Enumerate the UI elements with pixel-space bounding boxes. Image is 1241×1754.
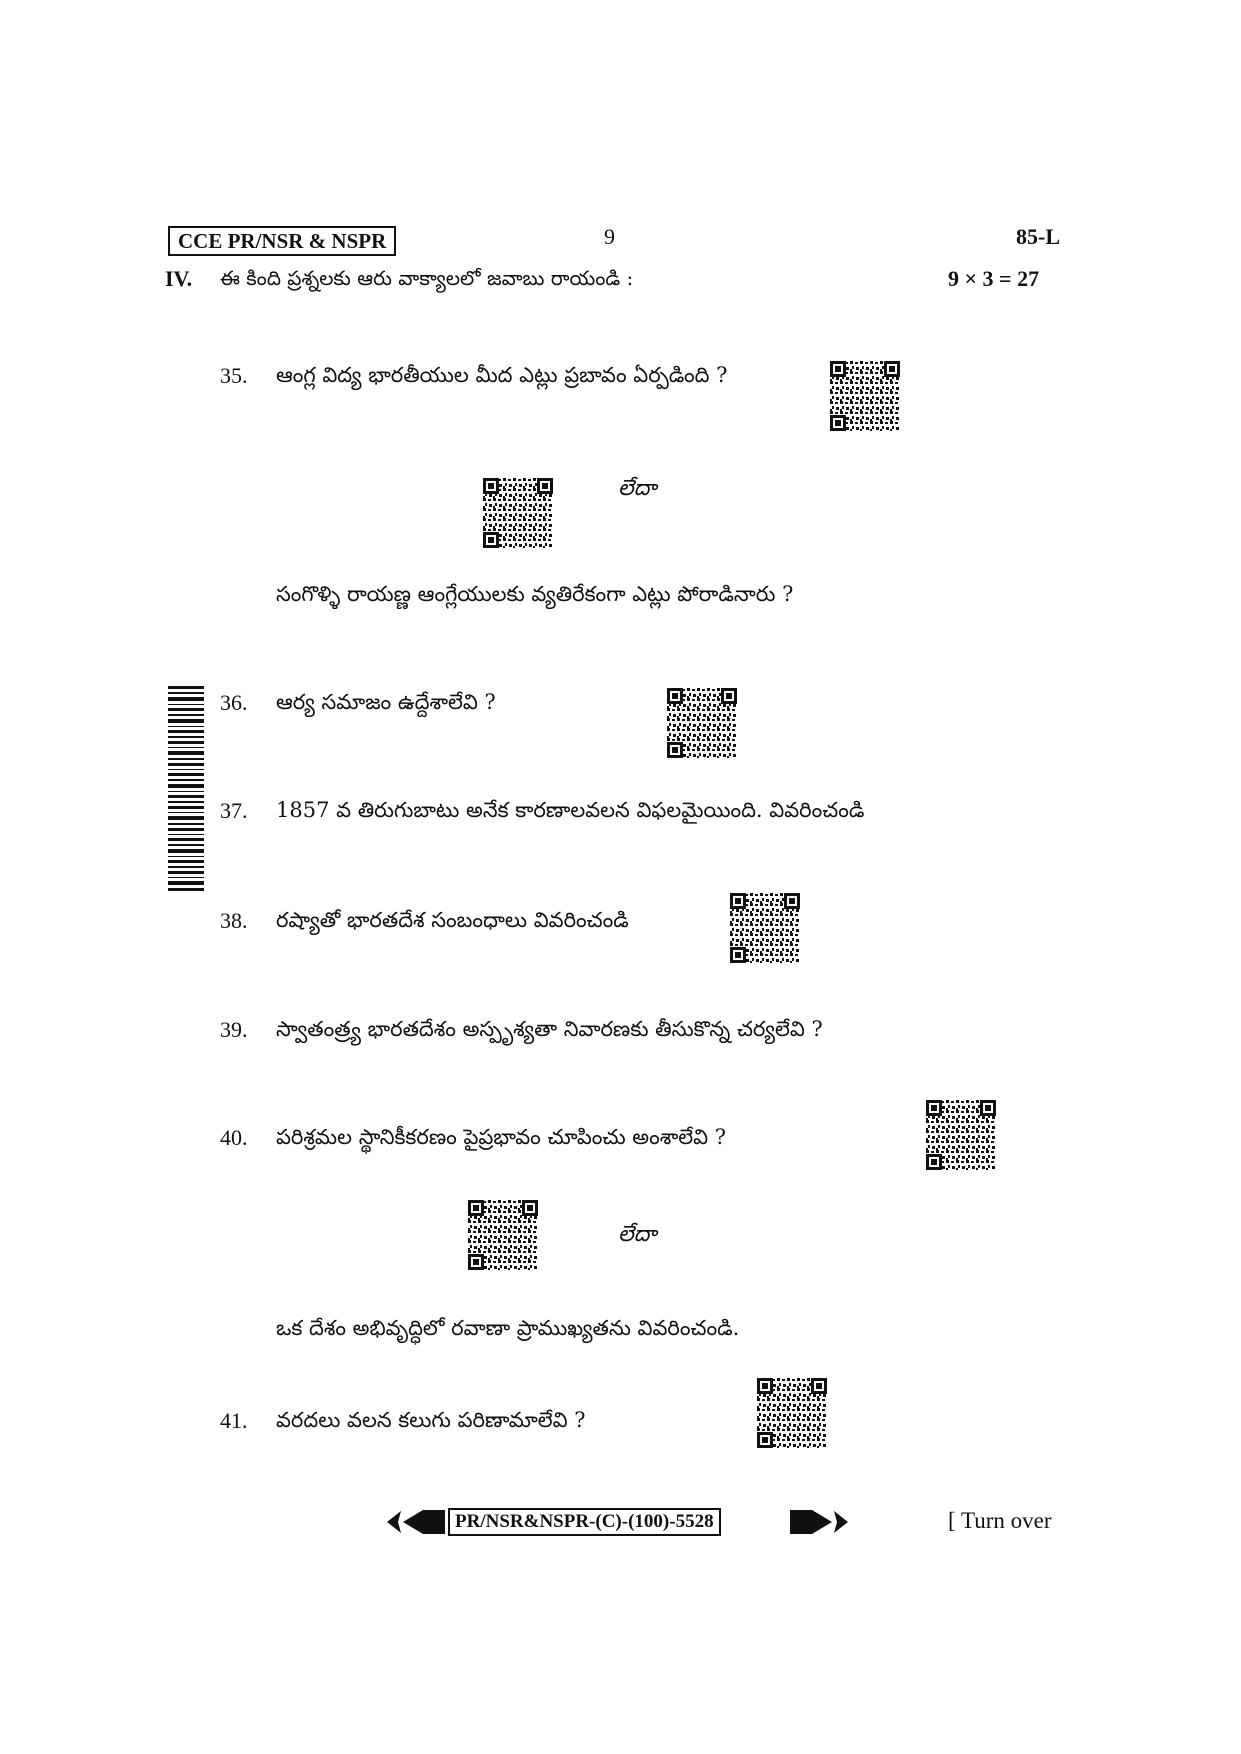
section-instruction: ఈ కింది ప్రశ్నలకు ఆరు వాక్యాలలో జవాబు రాయండి : (220, 266, 634, 290)
question-number: 40. (220, 1125, 248, 1150)
question-number: 41. (220, 1408, 248, 1433)
right-arrow-icon (790, 1508, 850, 1536)
barcode-icon (168, 686, 204, 891)
question-text: 1857 వ తిరుగుబాటు అనేక కారణాలవలన విఫలమైయింది. వివరించండి (276, 798, 865, 822)
qr-code-icon (926, 1100, 996, 1170)
question-text: పరిశ్రమల స్థానికీకరణం పైప్రభావం చూపించు అంశాలేవి ? (276, 1125, 727, 1149)
question-number: 36. (220, 690, 248, 715)
footer-code: PR/NSR&NSPR-(C)-(100)-5528 (448, 1508, 721, 1536)
page-number: 9 (604, 224, 615, 249)
qr-code-icon (757, 1378, 827, 1448)
qr-code-icon (667, 688, 737, 758)
qr-code-icon (468, 1200, 538, 1270)
question-text: సంగొళ్ళి రాయణ్ణ ఆంగ్లేయులకు వ్యతిరేకంగా ఎట్లు పోరాడినారు ? (276, 582, 794, 606)
question-text: ఆర్య సమాజం ఉద్దేశాలేవి ? (276, 690, 496, 714)
question-text: రష్యాతో భారతదేశ సంబంధాలు వివరించండి (276, 908, 629, 932)
question-number: 38. (220, 908, 248, 933)
or-label: లేదా (618, 476, 657, 501)
paper-code: 85-L (1016, 224, 1060, 249)
question-number: 37. (220, 798, 248, 823)
question-text: ఒక దేశం అభివృద్ధిలో రవాణా ప్రాముఖ్యతను వివరించండి. (276, 1316, 740, 1340)
section-marks: 9 × 3 = 27 (948, 266, 1040, 291)
qr-code-icon (830, 361, 900, 431)
turn-over: [ Turn over (948, 1508, 1052, 1533)
qr-code-icon (483, 478, 553, 548)
or-label: లేదా (618, 1222, 657, 1247)
question-text: స్వాతంత్ర్య భారతదేశం అస్పృశ్యతా నివారణకు తీసుకొన్న చర్యలేవి ? (276, 1017, 823, 1041)
question-number: 39. (220, 1017, 248, 1042)
question-text: ఆంగ్ల విద్య భారతీయుల మీద ఎట్లు ప్రబావం ఏర్పడింది ? (276, 363, 728, 387)
question-text: వరదలు వలన కలుగు పరిణామాలేవి ? (276, 1408, 586, 1432)
section-number: IV. (165, 266, 193, 291)
qr-code-icon (730, 893, 800, 963)
question-number: 35. (220, 363, 248, 388)
header-code: CCE PR/NSR & NSPR (168, 226, 396, 256)
left-arrow-icon (387, 1508, 447, 1536)
